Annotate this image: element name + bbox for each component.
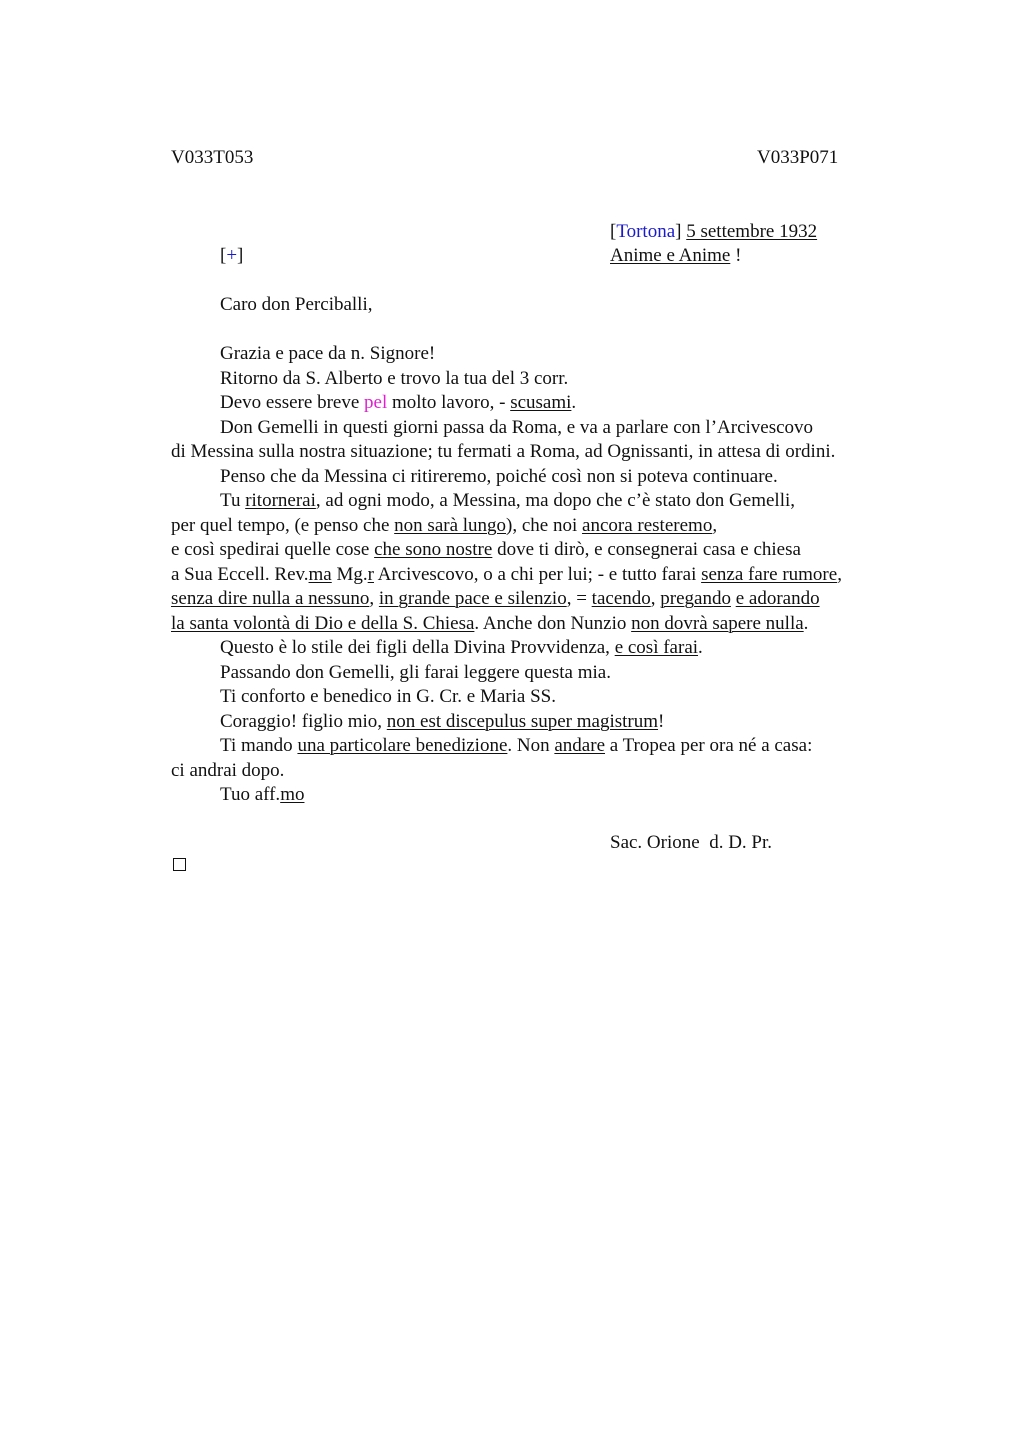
document-code-left: V033T053 [171, 147, 254, 168]
place-name: Tortona [616, 221, 676, 242]
motto [610, 244, 741, 268]
letter-body [171, 342, 931, 812]
place-date: [Tortona] 5 settembre 1932 [610, 221, 818, 242]
cross-mark: [+] [220, 245, 244, 266]
document-code-right: V033P071 [757, 147, 839, 168]
end-mark-square [173, 858, 186, 871]
motto-exclamation: ! [730, 245, 742, 266]
greeting: Caro don Perciballi, [220, 294, 373, 315]
body-line: e così spedirai quelle cose che sono nostre dove ti dirò, e consegnerai casa e chiesa [171, 539, 801, 560]
body-line: Passando don Gemelli, gli farai leggere questa mia. [220, 661, 611, 683]
body-line: Ti conforto e benedico in G. Cr. e Maria SS. [220, 686, 556, 707]
cross-symbol: + [226, 245, 238, 266]
body-line: ci andrai dopo. [171, 759, 285, 781]
correction-word: pel [364, 392, 388, 413]
body-line: Tu ritornerai, ad ogni modo, a Messina, ma dopo che c’è stato don Gemelli, [220, 490, 796, 511]
body-line: per quel tempo, (e penso che non sarà lungo), che noi ancora resteremo, [171, 514, 718, 536]
body-line: Coraggio! figlio mio, non est discepulus super magistrum! [220, 710, 665, 732]
signature: Sac. Orione d. D. Pr. [610, 832, 773, 853]
body-line: Don Gemelli in questi giorni passa da Roma, e va a parlare con l’Arcivescovo [220, 416, 814, 438]
motto-text: Anime e Anime [610, 245, 731, 266]
body-line: Penso che da Messina ci ritireremo, poiché così non si poteva continuare. [220, 465, 778, 487]
body-line: Questo è lo stile dei figli della Divina Provvidenza, e così farai. [220, 637, 703, 658]
body-line: Ritorno da S. Alberto e trovo la tua del 3 corr. [220, 367, 569, 389]
body-line: Grazia e pace da n. Signore! [220, 343, 436, 364]
body-line: la santa volontà di Dio e della S. Chiesa. Anche don Nunzio non dovrà sapere nulla. [171, 612, 809, 634]
body-line: Ti mando una particolare benedizione. Non andare a Tropea per ora né a casa: [220, 735, 813, 756]
body-line: di Messina sulla nostra situazione; tu fermati a Roma, ad Ognissanti, in attesa di ordini. [171, 441, 836, 462]
body-line: senza dire nulla a nessuno, in grande pace e silenzio, = tacendo, pregando e adorando [171, 588, 820, 609]
letter-date: 5 settembre 1932 [686, 221, 818, 242]
closing-line: Tuo aff.mo [220, 784, 305, 805]
body-line: Devo essere breve pel molto lavoro, - scusami. [220, 392, 577, 413]
body-line: a Sua Eccell. Rev.ma Mg.r Arcivescovo, o a chi per lui; - e tutto farai senza fare rumore, [171, 563, 842, 585]
